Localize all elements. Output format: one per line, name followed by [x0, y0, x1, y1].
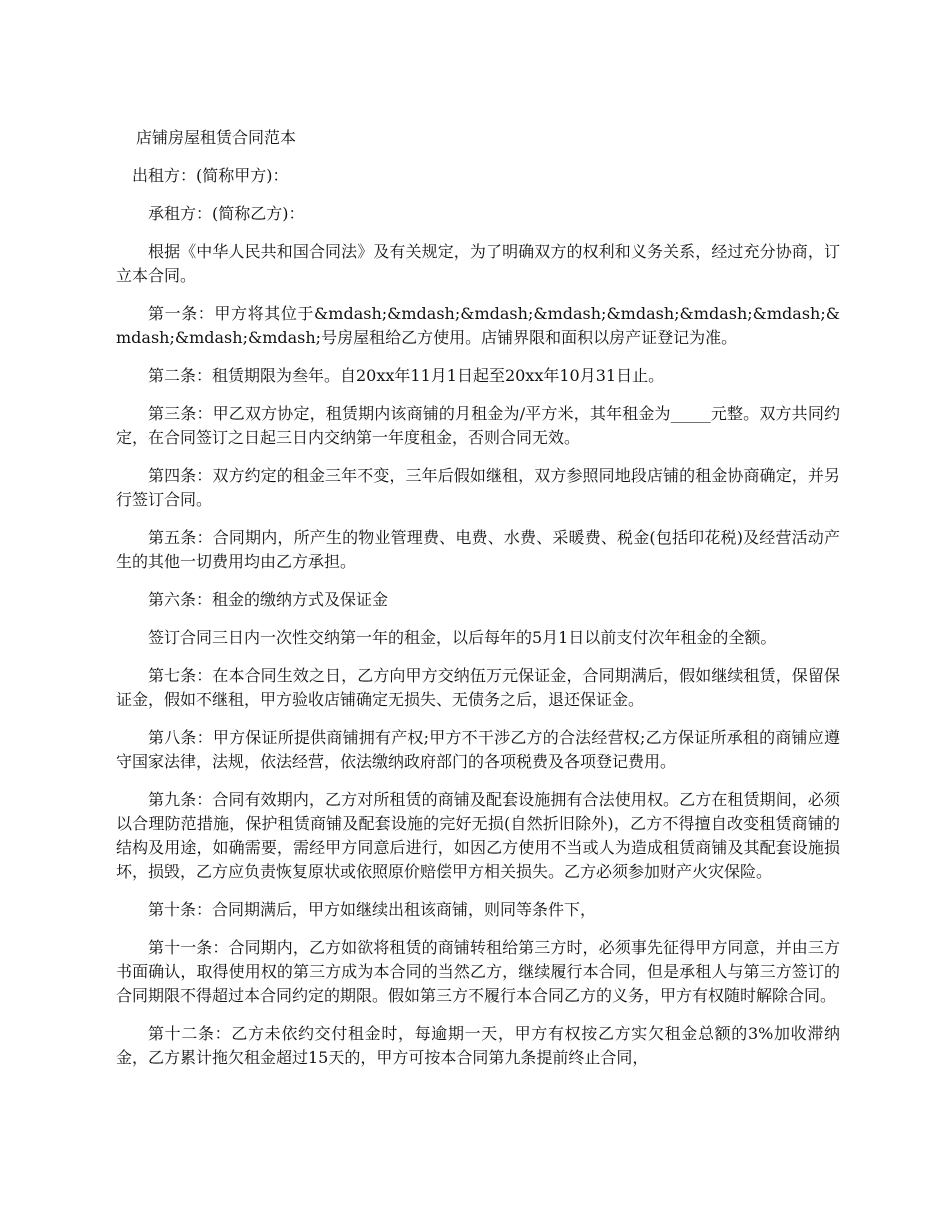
lessee-line: 承租方：(简称乙方)： — [148, 204, 305, 223]
contract-body — [116, 126, 840, 1084]
paragraph-article-12: 第十二条：乙方未依约交付租金时，每逾期一天，甲方有权按乙方实欠租金总额的3%加收滞纳金，乙方累计拖欠租金超过15天的，甲方可按本合同第九条提前终止合同， — [116, 1024, 840, 1067]
paragraph-article-7: 第七条：在本合同生效之日，乙方向甲方交纳伍万元保证金，合同期满后，假如继续租赁，保留保证金，假如不继租，甲方验收店铺确定无损失、无债务之后，退还保证金。 — [116, 666, 840, 709]
paragraph-article-9: 第九条：合同有效期内，乙方对所租赁的商铺及配套设施拥有合法使用权。乙方在租赁期间，必须以合理防范措施，保护租赁商铺及配套设施的完好无损(自然折旧除外)，乙方不得擅自改变租赁商铺的结构及用途，如确需要，需经甲方同意后进行，如因乙方使用不当或人为造成租赁商铺及其配套设施损坏，损毁，乙方应负责恢复原状或依照原价赔偿甲方相关损失。乙方必须参加财产火灾保险。 — [116, 790, 840, 881]
paragraph-payment-terms: 签订合同三日内一次性交纳第一年的租金，以后每年的5月1日以前支付次年租金的全额。 — [148, 628, 777, 647]
paragraph-article-2: 第二条：租赁期限为叁年。自20xx年11月1日起至20xx年10月31日止。 — [148, 366, 665, 385]
paragraph-article-8: 第八条：甲方保证所提供商铺拥有产权;甲方不干涉乙方的合法经营权;乙方保证所承租的商铺应遵守国家法律，法规，依法经营，依法缴纳政府部门的各项税费及各项登记费用。 — [116, 728, 840, 771]
paragraph-article-11: 第十一条：合同期内，乙方如欲将租赁的商铺转租给第三方时，必须事先征得甲方同意，并由三方书面确认，取得使用权的第三方成为本合同的当然乙方，继续履行本合同，但是承租人与第三方签订的合同期限不得超过本合同约定的期限。假如第三方不履行本合同乙方的义务，甲方有权随时解除合同。 — [116, 938, 840, 1005]
paragraph-article-6: 第六条：租金的缴纳方式及保证金 — [148, 590, 389, 609]
document-title: 店铺房屋租赁合同范本 — [136, 128, 297, 147]
paragraph-article-1: 第一条：甲方将其位于&mdash;&mdash;&mdash;&mdash;&mdash;&mdash;&mdash;&mdash;&mdash;&mdash;号房屋租给乙方使用。店铺界限和面积以房产证登记为准。 — [116, 304, 840, 347]
paragraph-preamble: 根据《中华人民共和国合同法》及有关规定，为了明确双方的权利和义务关系，经过充分协商，订立本合同。 — [116, 242, 840, 285]
paragraph-article-3: 第三条：甲乙双方协定，租赁期内该商铺的月租金为/平方米，其年租金为_____元整。双方共同约定，在合同签订之日起三日内交纳第一年度租金，否则合同无效。 — [116, 404, 840, 447]
paragraph-article-10: 第十条：合同期满后，甲方如继续出租该商铺，则同等条件下， — [148, 900, 597, 919]
paragraph-article-5: 第五条：合同期内，所产生的物业管理费、电费、水费、采暖费、税金(包括印花税)及经营活动产生的其他一切费用均由乙方承担。 — [116, 528, 840, 571]
lessor-line: 出租方：(简称甲方)： — [132, 166, 289, 185]
paragraph-article-4: 第四条：双方约定的租金三年不变，三年后假如继租，双方参照同地段店铺的租金协商确定，并另行签订合同。 — [116, 466, 840, 509]
